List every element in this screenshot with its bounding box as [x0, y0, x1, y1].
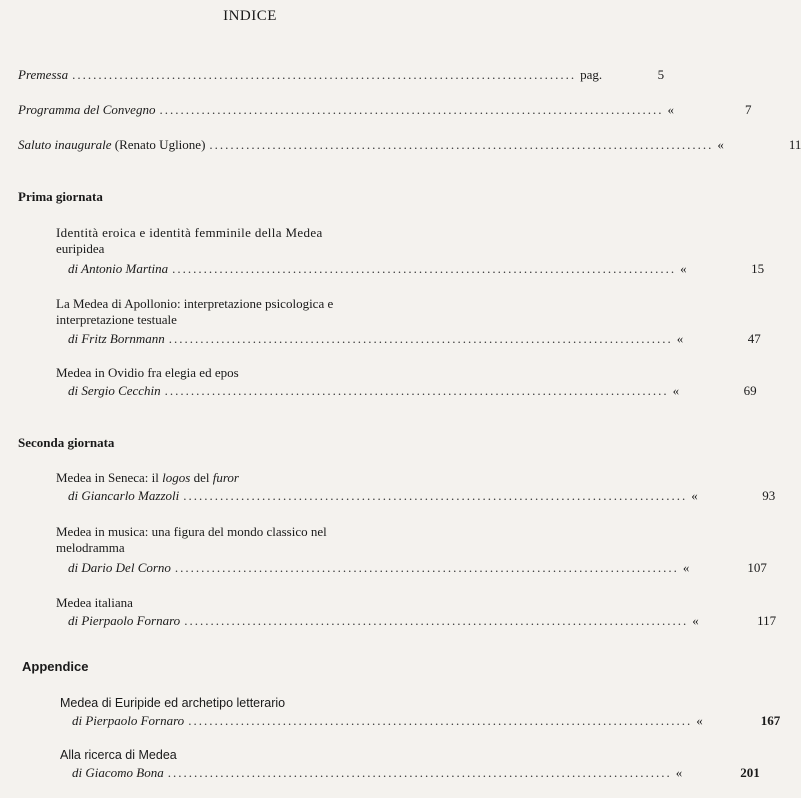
- entry-author: di Giancarlo Mazzoli: [68, 488, 180, 503]
- entry-title: Premessa: [18, 67, 69, 82]
- toc-entry-del-corno[interactable]: [68, 560, 767, 576]
- title-line: La Medea di Apollonio: interpretazione psicologica e: [56, 296, 334, 311]
- entry-title: [60, 747, 390, 763]
- page-ref-marker: «: [672, 383, 680, 398]
- title-part-italic: furor: [212, 470, 239, 485]
- page-number: 5: [657, 67, 665, 82]
- entry-title: [56, 296, 386, 328]
- entry-title-italic: Saluto inaugurale: [18, 137, 112, 152]
- page-number: 15: [751, 261, 765, 276]
- toc-entry-martina[interactable]: [68, 261, 765, 277]
- entry-title: [56, 524, 386, 556]
- entry-author: di Fritz Bornmann: [68, 331, 165, 346]
- entry-title: Programma del Convegno: [18, 102, 156, 117]
- title-line: Medea di Euripide ed archetipo letterario: [60, 696, 286, 710]
- title-line: Identità eroica e identità femminile della Medea: [56, 225, 323, 240]
- title-line: melodramma: [56, 540, 125, 555]
- toc-entry-bornmann[interactable]: [68, 331, 761, 347]
- page-number: 7: [744, 102, 752, 117]
- toc-entry-programma[interactable]: [18, 102, 752, 118]
- entry-title: [56, 470, 386, 486]
- leader-dots: ................................................................................................: [167, 765, 672, 780]
- section-heading: Seconda giornata: [18, 435, 115, 450]
- toc-entry-fornaro-appendix[interactable]: [72, 713, 781, 729]
- title-line: Medea italiana: [56, 595, 133, 610]
- leader-dots: ................................................................................................: [174, 560, 679, 575]
- toc-entry-premessa[interactable]: [18, 67, 665, 83]
- title-line: Alla ricerca di Medea: [60, 748, 177, 762]
- title-line: euripidea: [56, 241, 105, 256]
- entry-author: di Antonio Martina: [68, 261, 169, 276]
- entry-author: di Sergio Cecchin: [68, 383, 161, 398]
- toc-entry-fornaro[interactable]: [68, 613, 777, 629]
- page-number: 69: [743, 383, 757, 398]
- toc-entry-cecchin[interactable]: [68, 383, 757, 399]
- leader-dots: ................................................................................................: [184, 613, 689, 628]
- title-part: del: [190, 470, 213, 485]
- title-part: Medea in Seneca: il: [56, 470, 163, 485]
- entry-title: [56, 365, 386, 381]
- toc-entry-saluto[interactable]: [18, 137, 801, 153]
- page-number: 167: [760, 713, 781, 728]
- entry-author: di Dario Del Corno: [68, 560, 171, 575]
- leader-dots: ................................................................................................: [209, 137, 714, 152]
- page-ref-marker: «: [717, 137, 724, 152]
- toc-entry-mazzoli[interactable]: [68, 488, 776, 504]
- page-ref-marker: «: [696, 713, 703, 728]
- entry-title: [18, 137, 205, 153]
- title-line: interpretazione testuale: [56, 312, 177, 327]
- page-number: 117: [757, 613, 777, 628]
- entry-author: di Pierpaolo Fornaro: [72, 713, 185, 728]
- title-line: Medea in Ovidio fra elegia ed epos: [56, 365, 239, 380]
- page-number: 107: [747, 560, 767, 575]
- page-ref-marker: «: [692, 613, 699, 628]
- leader-dots: ................................................................................................: [183, 488, 688, 503]
- page-number: 11: [788, 137, 801, 152]
- toc-entry-bona[interactable]: [72, 765, 760, 781]
- title-line: Medea in musica: una figura del mondo classico nel: [56, 524, 327, 539]
- page-ref-marker: «: [682, 560, 690, 575]
- leader-dots: ................................................................................................: [172, 261, 677, 276]
- page-ref-marker: «: [675, 765, 683, 780]
- page-number: 47: [747, 331, 761, 346]
- page-ref-marker: pag.: [580, 67, 603, 82]
- page-number: 93: [762, 488, 776, 503]
- entry-author: di Giacomo Bona: [72, 765, 164, 780]
- page-ref-marker: «: [676, 331, 684, 346]
- page-ref-marker: «: [691, 488, 698, 503]
- leader-dots: ................................................................................................: [188, 713, 693, 728]
- page-title: INDICE: [223, 8, 277, 24]
- leader-dots: ................................................................................................: [72, 67, 577, 82]
- section-heading: Appendice: [22, 659, 89, 674]
- title-part-italic: logos: [162, 470, 191, 485]
- leader-dots: ................................................................................................: [159, 102, 664, 117]
- page-ref-marker: «: [680, 261, 687, 276]
- leader-dots: ................................................................................................: [168, 331, 673, 346]
- section-heading: Prima giornata: [18, 189, 103, 204]
- entry-title: [60, 695, 390, 711]
- page-number: 201: [740, 765, 760, 780]
- page-ref-marker: «: [667, 102, 674, 117]
- leader-dots: ................................................................................................: [164, 383, 669, 398]
- entry-title: [56, 595, 386, 611]
- entry-title: [56, 225, 386, 257]
- entry-author: di Pierpaolo Fornaro: [68, 613, 181, 628]
- entry-title-rest: (Renato Uglione): [111, 137, 206, 152]
